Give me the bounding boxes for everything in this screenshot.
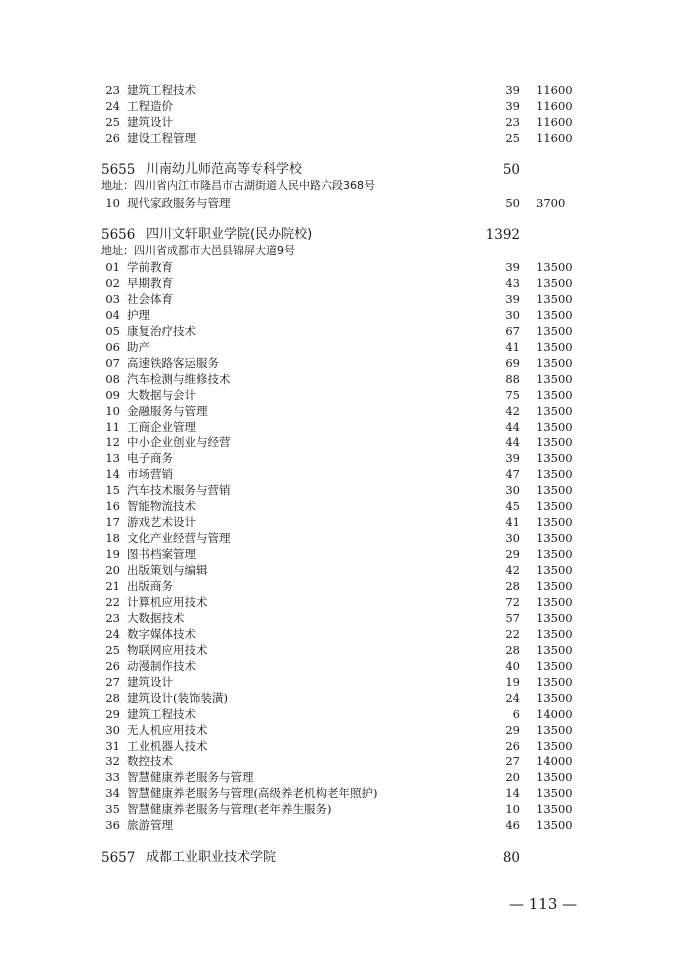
major-plan-count: 20 bbox=[505, 770, 520, 785]
major-tuition-fee: 3700 bbox=[536, 196, 566, 210]
major-plan-count: 10 bbox=[505, 802, 520, 817]
major-name: 智慧健康养老服务与管理(高级养老机构老年照护) bbox=[127, 786, 378, 801]
major-tuition-fee: 13500 bbox=[536, 355, 573, 370]
major-plan-count: 45 bbox=[505, 499, 520, 514]
major-row bbox=[0, 498, 680, 514]
major-name: 工程造价 bbox=[127, 99, 173, 113]
major-code: 17 bbox=[105, 515, 120, 530]
major-name: 数字媒体技术 bbox=[127, 626, 196, 641]
major-row bbox=[0, 434, 680, 450]
major-code: 25 bbox=[105, 642, 120, 657]
major-code: 11 bbox=[105, 419, 120, 434]
major-row bbox=[0, 403, 680, 419]
major-name: 物联网应用技术 bbox=[127, 642, 208, 657]
major-code: 26 bbox=[105, 658, 120, 673]
major-plan-count: 28 bbox=[505, 642, 520, 657]
major-name: 图书档案管理 bbox=[127, 547, 196, 562]
major-row bbox=[0, 307, 680, 323]
major-plan-count: 14 bbox=[505, 786, 520, 801]
major-code: 23 bbox=[105, 610, 120, 625]
major-row bbox=[0, 674, 680, 690]
major-row bbox=[0, 98, 680, 114]
major-name: 高速铁路客运服务 bbox=[127, 355, 219, 370]
major-code: 07 bbox=[105, 355, 120, 370]
major-plan-count: 39 bbox=[505, 83, 520, 97]
major-row bbox=[0, 530, 680, 546]
major-name: 汽车检测与维修技术 bbox=[127, 371, 231, 386]
major-plan-count: 30 bbox=[505, 307, 520, 322]
major-name: 建设工程管理 bbox=[127, 131, 196, 145]
major-code: 22 bbox=[105, 594, 120, 609]
major-plan-count: 42 bbox=[505, 403, 520, 418]
major-name: 助产 bbox=[127, 339, 150, 354]
major-tuition-fee: 13500 bbox=[536, 722, 573, 737]
major-tuition-fee: 13500 bbox=[536, 467, 573, 482]
major-row bbox=[0, 450, 680, 466]
major-row bbox=[0, 546, 680, 562]
major-name: 建筑设计(装饰装潢) bbox=[127, 690, 228, 705]
major-row bbox=[0, 130, 680, 146]
major-name: 工商企业管理 bbox=[127, 419, 196, 434]
major-code: 21 bbox=[105, 579, 120, 593]
major-name: 护理 bbox=[127, 307, 150, 322]
major-row bbox=[0, 610, 680, 626]
major-name: 电子商务 bbox=[127, 451, 173, 466]
major-plan-count: 42 bbox=[505, 563, 520, 578]
major-plan-count: 30 bbox=[505, 531, 520, 546]
page-number: — 113 — bbox=[509, 895, 578, 913]
major-name: 学前教育 bbox=[127, 260, 173, 274]
major-plan-count: 29 bbox=[505, 722, 520, 737]
school-name: 成都工业职业技术学院 bbox=[146, 850, 277, 865]
major-plan-count: 27 bbox=[505, 754, 520, 769]
major-name: 市场营销 bbox=[127, 467, 173, 482]
major-name: 计算机应用技术 bbox=[127, 594, 208, 609]
major-name: 中小企业创业与经营 bbox=[127, 435, 231, 450]
major-code: 24 bbox=[105, 99, 120, 113]
major-row bbox=[0, 259, 680, 275]
major-tuition-fee: 13500 bbox=[536, 339, 573, 354]
major-plan-count: 41 bbox=[505, 515, 520, 530]
major-plan-count: 6 bbox=[512, 706, 520, 721]
major-code: 31 bbox=[105, 738, 120, 753]
major-row bbox=[0, 817, 680, 833]
major-code: 35 bbox=[105, 802, 120, 817]
major-row bbox=[0, 514, 680, 530]
major-code: 36 bbox=[105, 818, 120, 833]
major-plan-count: 39 bbox=[505, 451, 520, 466]
major-row bbox=[0, 706, 680, 722]
major-plan-count: 41 bbox=[505, 339, 520, 354]
major-tuition-fee: 13500 bbox=[536, 674, 573, 689]
major-plan-count: 69 bbox=[505, 355, 520, 370]
major-plan-count: 75 bbox=[505, 387, 520, 402]
major-code: 34 bbox=[105, 786, 120, 801]
major-tuition-fee: 13500 bbox=[536, 658, 573, 673]
major-row bbox=[0, 722, 680, 738]
major-name: 建筑工程技术 bbox=[127, 706, 196, 721]
major-code: 27 bbox=[105, 674, 120, 689]
major-tuition-fee: 13500 bbox=[536, 690, 573, 705]
major-code: 19 bbox=[105, 547, 120, 562]
major-name: 建筑设计 bbox=[127, 115, 173, 129]
major-tuition-fee: 13500 bbox=[536, 499, 573, 514]
major-tuition-fee: 13500 bbox=[536, 275, 573, 290]
major-code: 13 bbox=[105, 451, 120, 466]
major-name: 现代家政服务与管理 bbox=[127, 196, 231, 210]
major-name: 出版策划与编辑 bbox=[127, 563, 208, 578]
major-tuition-fee: 13500 bbox=[536, 802, 573, 817]
major-row bbox=[0, 785, 680, 801]
major-tuition-fee: 13500 bbox=[536, 435, 573, 450]
major-name: 汽车技术服务与营销 bbox=[127, 483, 231, 498]
major-tuition-fee: 13500 bbox=[536, 307, 573, 322]
major-name: 文化产业经营与管理 bbox=[127, 531, 231, 546]
major-row bbox=[0, 626, 680, 642]
major-plan-count: 50 bbox=[505, 196, 520, 210]
major-code: 29 bbox=[105, 706, 120, 721]
major-tuition-fee: 13500 bbox=[536, 626, 573, 641]
school-code: 5656 bbox=[101, 227, 136, 243]
major-name: 动漫制作技术 bbox=[127, 658, 196, 673]
school-code: 5655 bbox=[101, 162, 136, 178]
major-row bbox=[0, 769, 680, 785]
major-row bbox=[0, 594, 680, 610]
major-row bbox=[0, 690, 680, 706]
major-plan-count: 39 bbox=[505, 260, 520, 274]
major-row bbox=[0, 387, 680, 403]
major-plan-count: 44 bbox=[505, 419, 520, 434]
major-code: 03 bbox=[105, 291, 120, 306]
major-name: 无人机应用技术 bbox=[127, 722, 208, 737]
major-row bbox=[0, 562, 680, 578]
major-name: 智能物流技术 bbox=[127, 499, 196, 514]
major-plan-count: 43 bbox=[505, 275, 520, 290]
major-plan-count: 40 bbox=[505, 658, 520, 673]
major-plan-count: 47 bbox=[505, 467, 520, 482]
major-row bbox=[0, 642, 680, 658]
major-row bbox=[0, 578, 680, 594]
major-plan-count: 72 bbox=[505, 594, 520, 609]
major-code: 20 bbox=[105, 563, 120, 578]
major-code: 25 bbox=[105, 115, 120, 129]
major-code: 33 bbox=[105, 770, 120, 785]
major-tuition-fee: 13500 bbox=[536, 323, 573, 338]
major-plan-count: 39 bbox=[505, 291, 520, 306]
major-tuition-fee: 13500 bbox=[536, 738, 573, 753]
major-code: 30 bbox=[105, 722, 120, 737]
major-row bbox=[0, 753, 680, 769]
major-name: 出版商务 bbox=[127, 579, 173, 593]
major-name: 康复治疗技术 bbox=[127, 323, 196, 338]
major-plan-count: 22 bbox=[505, 626, 520, 641]
major-code: 02 bbox=[105, 275, 120, 290]
major-plan-count: 23 bbox=[505, 115, 520, 129]
major-row bbox=[0, 339, 680, 355]
major-row bbox=[0, 738, 680, 754]
major-plan-count: 44 bbox=[505, 435, 520, 450]
major-code: 04 bbox=[105, 307, 120, 322]
major-tuition-fee: 13500 bbox=[536, 547, 573, 562]
major-tuition-fee: 13500 bbox=[536, 483, 573, 498]
major-tuition-fee: 11600 bbox=[536, 83, 573, 97]
school-address: 地址：四川省成都市大邑县锦屏大道9号 bbox=[101, 244, 295, 257]
major-tuition-fee: 13500 bbox=[536, 770, 573, 785]
school-name: 川南幼儿师范高等专科学校 bbox=[146, 162, 303, 177]
major-tuition-fee: 13500 bbox=[536, 403, 573, 418]
major-code: 28 bbox=[105, 690, 120, 705]
major-tuition-fee: 14000 bbox=[536, 706, 573, 721]
major-plan-count: 26 bbox=[505, 738, 520, 753]
major-row bbox=[0, 419, 680, 435]
school-header-5655 bbox=[0, 160, 680, 180]
major-tuition-fee: 13500 bbox=[536, 818, 573, 833]
major-row bbox=[0, 114, 680, 130]
major-code: 10 bbox=[105, 403, 120, 418]
major-code: 14 bbox=[105, 467, 120, 482]
major-tuition-fee: 13500 bbox=[536, 371, 573, 386]
major-row bbox=[0, 195, 680, 211]
major-row bbox=[0, 801, 680, 817]
major-code: 26 bbox=[105, 131, 120, 145]
major-row bbox=[0, 275, 680, 291]
major-tuition-fee: 11600 bbox=[536, 115, 573, 129]
major-row bbox=[0, 482, 680, 498]
major-tuition-fee: 13500 bbox=[536, 419, 573, 434]
major-code: 16 bbox=[105, 499, 120, 514]
major-code: 10 bbox=[105, 196, 120, 210]
major-code: 06 bbox=[105, 339, 120, 354]
major-row bbox=[0, 323, 680, 339]
school-total-plan: 50 bbox=[502, 162, 520, 178]
major-code: 05 bbox=[105, 323, 120, 338]
major-plan-count: 28 bbox=[505, 579, 520, 593]
major-row bbox=[0, 355, 680, 371]
major-plan-count: 67 bbox=[505, 323, 520, 338]
major-name: 数控技术 bbox=[127, 754, 173, 769]
major-row bbox=[0, 466, 680, 482]
major-code: 12 bbox=[105, 435, 120, 450]
major-code: 08 bbox=[105, 371, 120, 386]
major-row bbox=[0, 82, 680, 98]
major-name: 游戏艺术设计 bbox=[127, 515, 196, 530]
major-name: 社会体育 bbox=[127, 291, 173, 306]
major-plan-count: 24 bbox=[505, 690, 520, 705]
major-tuition-fee: 13500 bbox=[536, 610, 573, 625]
major-code: 09 bbox=[105, 387, 120, 402]
major-name: 大数据技术 bbox=[127, 610, 185, 625]
major-tuition-fee: 13500 bbox=[536, 515, 573, 530]
school-header-5657 bbox=[0, 848, 680, 868]
major-name: 大数据与会计 bbox=[127, 387, 196, 402]
major-code: 24 bbox=[105, 626, 120, 641]
major-tuition-fee: 14000 bbox=[536, 754, 573, 769]
major-plan-count: 39 bbox=[505, 99, 520, 113]
major-plan-count: 46 bbox=[505, 818, 520, 833]
school-code: 5657 bbox=[101, 850, 136, 866]
major-code: 01 bbox=[105, 260, 120, 274]
major-code: 15 bbox=[105, 483, 120, 498]
major-plan-count: 25 bbox=[505, 131, 520, 145]
major-tuition-fee: 13500 bbox=[536, 579, 573, 593]
major-name: 智慧健康养老服务与管理 bbox=[127, 770, 254, 785]
major-name: 旅游管理 bbox=[127, 818, 173, 833]
major-code: 23 bbox=[105, 83, 120, 97]
major-code: 18 bbox=[105, 531, 120, 546]
major-name: 金融服务与管理 bbox=[127, 403, 208, 418]
major-tuition-fee: 13500 bbox=[536, 642, 573, 657]
school-address: 地址：四川省内江市隆昌市古湖街道人民中路六段368号 bbox=[101, 179, 375, 192]
major-tuition-fee: 11600 bbox=[536, 131, 573, 145]
major-name: 早期教育 bbox=[127, 275, 173, 290]
major-plan-count: 19 bbox=[505, 674, 520, 689]
school-header-5656 bbox=[0, 225, 680, 245]
major-plan-count: 88 bbox=[505, 371, 520, 386]
major-tuition-fee: 13500 bbox=[536, 260, 573, 274]
major-name: 建筑设计 bbox=[127, 674, 173, 689]
major-tuition-fee: 13500 bbox=[536, 387, 573, 402]
major-tuition-fee: 13500 bbox=[536, 291, 573, 306]
major-name: 建筑工程技术 bbox=[127, 83, 196, 97]
major-tuition-fee: 13500 bbox=[536, 594, 573, 609]
major-row bbox=[0, 371, 680, 387]
school-total-plan: 1392 bbox=[485, 227, 520, 243]
major-name: 工业机器人技术 bbox=[127, 738, 208, 753]
major-plan-count: 29 bbox=[505, 547, 520, 562]
major-plan-count: 30 bbox=[505, 483, 520, 498]
major-tuition-fee: 13500 bbox=[536, 786, 573, 801]
major-code: 32 bbox=[105, 754, 120, 769]
major-tuition-fee: 13500 bbox=[536, 531, 573, 546]
major-tuition-fee: 13500 bbox=[536, 563, 573, 578]
major-row bbox=[0, 658, 680, 674]
school-name: 四川文轩职业学院(民办院校) bbox=[146, 227, 313, 242]
school-total-plan: 80 bbox=[502, 850, 520, 866]
major-tuition-fee: 13500 bbox=[536, 451, 573, 466]
major-row bbox=[0, 291, 680, 307]
major-name: 智慧健康养老服务与管理(老年养生服务) bbox=[127, 802, 332, 817]
major-tuition-fee: 11600 bbox=[536, 99, 573, 113]
major-plan-count: 57 bbox=[505, 610, 520, 625]
